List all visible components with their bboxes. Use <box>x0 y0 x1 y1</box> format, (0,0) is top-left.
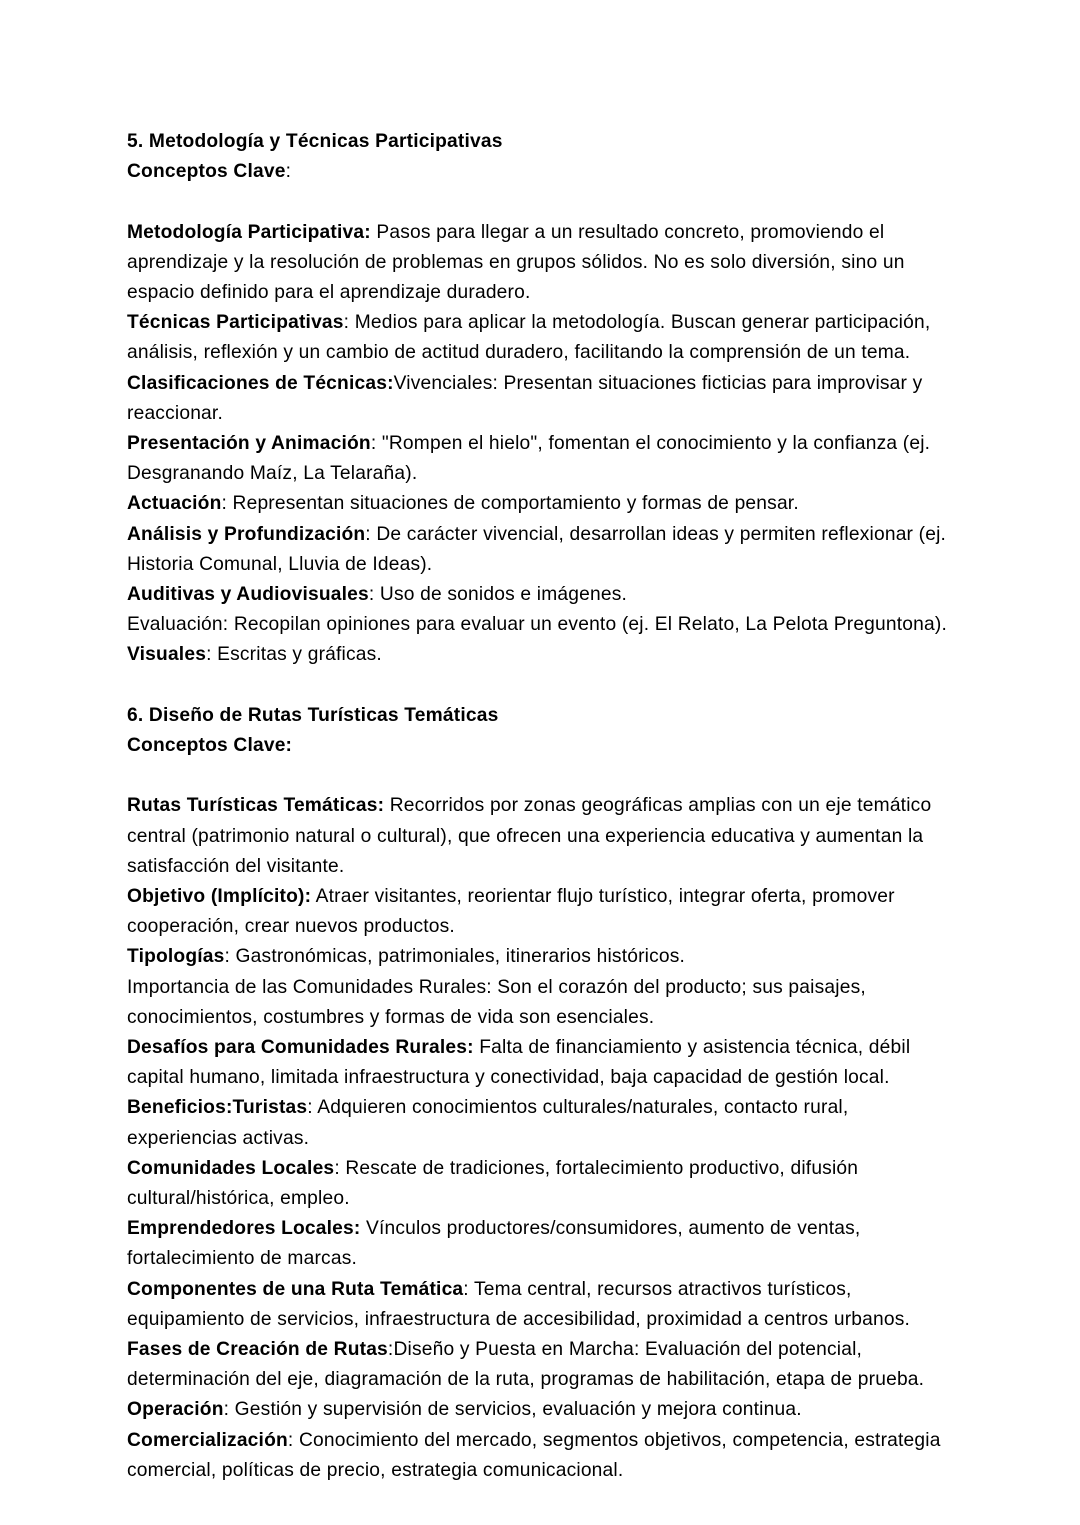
entry-beneficios-turistas <box>127 1093 957 1153</box>
entry-lead: Comercialización <box>127 1429 288 1451</box>
entry-lead: Actuación <box>127 493 222 515</box>
spacer-between-sections <box>127 671 957 701</box>
spacer-after-section-6-heading <box>127 761 957 791</box>
entry-emprendedores-locales <box>127 1214 957 1274</box>
entry-rest: : Gestión y supervisión de servicios, evaluación y mejora continua. <box>223 1399 802 1421</box>
section-6-subtitle-bold: Conceptos Clave: <box>127 735 293 757</box>
entry-rest: : Uso de sonidos e imágenes. <box>368 584 628 606</box>
entry-rutas-turisticas-tematicas <box>127 791 957 882</box>
entry-rest: Pasos para llegar a un resultado concreto, promoviendo el aprendizaje y la resolución de problemas en grupos sólidos. No es solo diversión, sino un espacio definido para el aprendizaje duradero. <box>127 221 905 303</box>
entry-importancia-comunidades-rurales <box>127 973 957 1033</box>
entry-lead: Emprendedores Locales: <box>127 1218 361 1240</box>
entry-rest: Evaluación: Recopilan opiniones para evaluar un evento (ej. El Relato, La Pelota Preguntona). <box>127 614 947 636</box>
entry-rest: :Diseño y Puesta en Marcha: Evaluación del potencial, determinación del eje, diagramación de la ruta, programas de habilitación, etapa de prueba. <box>127 1339 925 1391</box>
section-5 <box>127 127 957 671</box>
entry-rest: Importancia de las Comunidades Rurales: Son el corazón del producto; sus paisajes, conocimientos, costumbres y formas de vida son esenciales. <box>127 976 866 1028</box>
entry-desafios-comunidades-rurales <box>127 1033 957 1093</box>
section-5-subtitle-bold: Conceptos Clave <box>127 161 286 183</box>
section-6-subtitle <box>127 731 957 761</box>
entry-lead: Presentación y Animación <box>127 433 371 455</box>
entry-tecnicas-participativas <box>127 308 957 368</box>
entry-rest: : De carácter vivencial, desarrollan ideas y permiten reflexionar (ej. Historia Comunal, Lluvia de Ideas). <box>127 523 947 575</box>
entry-comunidades-locales <box>127 1154 957 1214</box>
entry-lead: Tipologías <box>127 946 225 968</box>
entry-rest: Vínculos productores/consumidores, aumento de ventas, fortalecimiento de marcas. <box>127 1218 861 1270</box>
entry-tipologias <box>127 942 957 972</box>
entry-rest: : Conocimiento del mercado, segmentos objetivos, competencia, estrategia comercial, políticas de precio, estrategia comunicacional. <box>127 1429 941 1481</box>
entry-analisis-y-profundizacion <box>127 520 957 580</box>
entry-clasificaciones-de-tecnicas <box>127 369 957 429</box>
entry-rest: Recorridos por zonas geográficas amplias con un eje temático central (patrimonio natural o cultural), que ofrecen una experiencia educativa y aumentan la satisfacción del visitante. <box>127 795 932 877</box>
entry-lead: Auditivas y Audiovisuales <box>127 584 369 606</box>
entry-rest: : Tema central, recursos atractivos turísticos, equipamiento de servicios, infraestructura de accesibilidad, proximidad a centros urbanos. <box>127 1278 911 1330</box>
entry-rest: : Gastronómicas, patrimoniales, itinerarios históricos. <box>224 946 686 968</box>
entry-rest: Falta de financiamiento y asistencia técnica, débil capital humano, limitada infraestructura y conectividad, baja capacidad de gestión local. <box>127 1037 911 1089</box>
entry-operacion <box>127 1395 957 1425</box>
section-6 <box>127 701 957 1486</box>
entry-objetivo-implicito <box>127 882 957 942</box>
entry-visuales <box>127 640 957 670</box>
entry-evaluacion <box>127 610 957 640</box>
entry-auditivas-y-audiovisuales <box>127 580 957 610</box>
entry-rest: : Rescate de tradiciones, fortalecimiento productivo, difusión cultural/histórica, empleo. <box>127 1157 859 1210</box>
entry-lead: Metodología Participativa: <box>127 221 371 243</box>
section-5-subtitle <box>127 157 957 187</box>
entry-lead: Beneficios:Turistas <box>127 1097 308 1119</box>
entry-rest: : Adquieren conocimientos culturales/naturales, contacto rural, experiencias activas. <box>127 1097 849 1149</box>
entry-lead: Análisis y Profundización <box>127 523 366 545</box>
entry-presentacion-y-animacion <box>127 429 957 489</box>
entry-rest: : Escritas y gráficas. <box>206 644 382 666</box>
entry-rest: Vivenciales: Presentan situaciones ficticias para improvisar y reaccionar. <box>127 372 923 424</box>
section-6-heading <box>127 701 957 761</box>
entry-lead: Fases de Creación de Rutas <box>127 1339 388 1361</box>
entry-rest: Atraer visitantes, reorientar flujo turístico, integrar oferta, promover cooperación, crear nuevos productos. <box>127 886 895 938</box>
spacer-after-section-5-heading <box>127 187 957 217</box>
section-5-subtitle-tail: : <box>285 161 292 183</box>
entry-lead: Operación <box>127 1399 224 1421</box>
section-5-heading <box>127 127 957 187</box>
entry-lead: Comunidades Locales <box>127 1157 335 1179</box>
entry-componentes-ruta-tematica <box>127 1275 957 1335</box>
entry-lead: Desafíos para Comunidades Rurales: <box>127 1037 474 1059</box>
entry-rest: : "Rompen el hielo", fomentan el conocimiento y la confianza (ej. Desgranando Maíz, La Telaraña). <box>127 433 931 485</box>
entry-lead: Componentes de una Ruta Temática <box>127 1278 464 1300</box>
section-5-title: 5. Metodología y Técnicas Participativas <box>127 131 503 152</box>
entry-lead: Técnicas Participativas <box>127 312 344 334</box>
section-6-title: 6. Diseño de Rutas Turísticas Temáticas <box>127 704 499 726</box>
entry-rest: : Representan situaciones de comportamiento y formas de pensar. <box>221 493 799 515</box>
entry-rest: : Medios para aplicar la metodología. Buscan generar participación, análisis, reflexión y un cambio de actitud duradero, facilitando la comprensión de un tema. <box>127 312 931 364</box>
entry-actuacion <box>127 489 957 519</box>
entry-lead: Visuales <box>127 644 207 666</box>
entry-fases-creacion-rutas <box>127 1335 957 1395</box>
entry-comercializacion <box>127 1426 957 1486</box>
entry-metodologia-participativa <box>127 218 957 309</box>
entry-lead: Objetivo (Implícito): <box>127 886 312 908</box>
entry-lead: Rutas Turísticas Temáticas: <box>127 795 385 817</box>
document-body <box>127 127 957 1486</box>
entry-lead: Clasificaciones de Técnicas: <box>127 372 394 394</box>
